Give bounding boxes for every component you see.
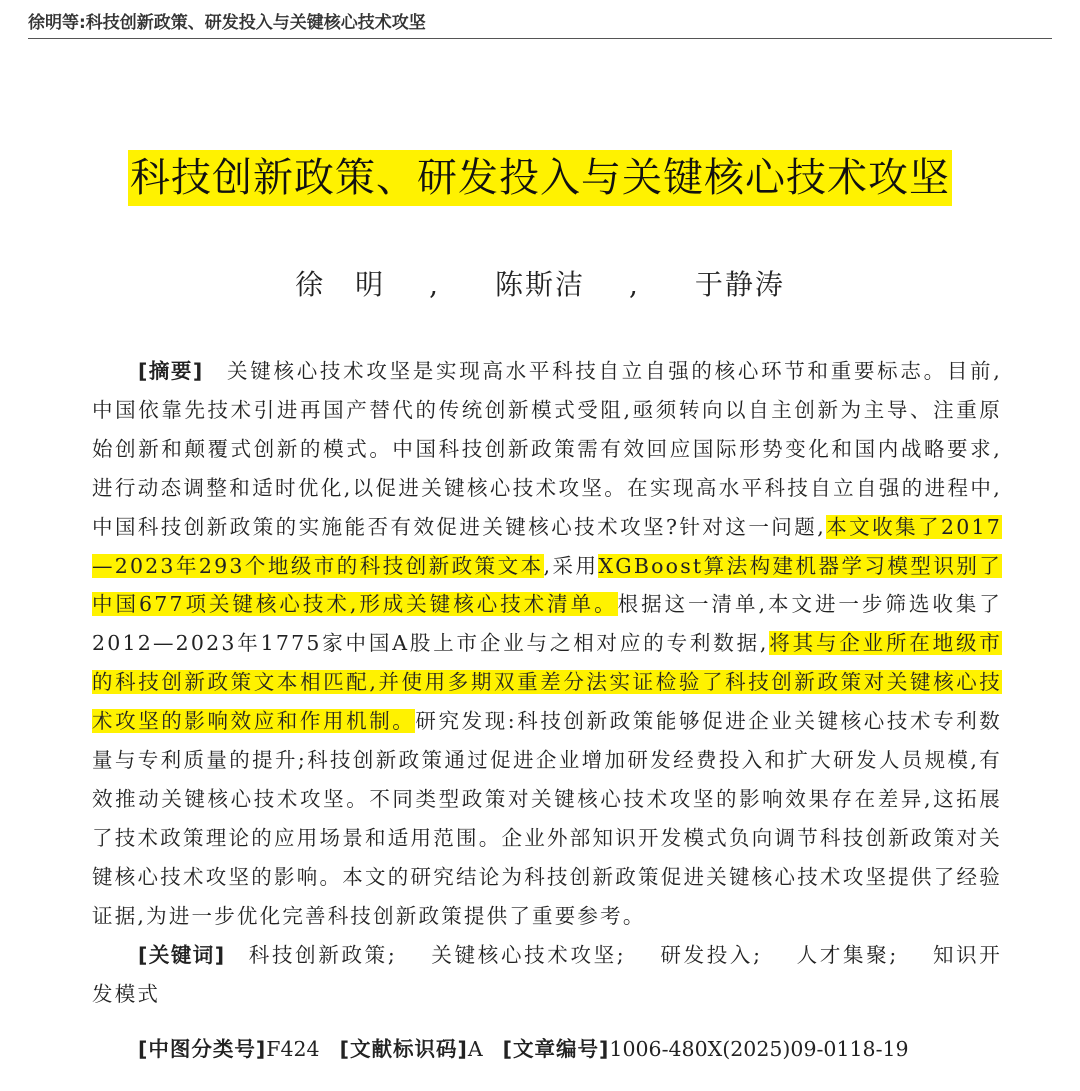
- author-list: [0, 262, 1080, 308]
- abstract-section: [92, 352, 1002, 1013]
- author-2: 陈斯洁: [494, 268, 585, 301]
- clc-value: F424: [266, 1037, 320, 1061]
- keywords-paragraph: [92, 936, 1002, 1014]
- keyword-1: 科技创新政策;: [248, 942, 397, 967]
- abstract-highlight-2: XGBoost算法构建机器学习模型识别了中国677项关键核心技术,形成关键核心技术清单。: [92, 553, 1002, 617]
- abstract-text-part-2: ,采用: [543, 553, 599, 578]
- article-number-value: 1006-480X(2025)09-0118-19: [609, 1037, 909, 1061]
- abstract-text-part-3: 根据这一清单,本文进一步筛选收集了2012—2023年1775家中国A股上市企业与之相对应的专利数据,: [92, 592, 1002, 656]
- title-container: [0, 150, 1080, 206]
- abstract-text-part-1: 关键核心技术攻坚是实现高水平科技自立自强的核心环节和重要标志。目前,中国依靠先技术引进再国产替代的传统创新模式受阻,亟须转向以自主创新为主导、注重原始创新和颠覆式创新的模式。中国科技创新政策需有效回应国际形势变化和国内战略要求,进行动态调整和适时优化,以促进关键核心技术攻坚。在实现高水平科技自立自强的进程中,中国科技创新政策的实施能否有效促进关键核心技术攻坚?针对这一问题,: [92, 359, 1002, 539]
- article-meta: [138, 1030, 1038, 1068]
- author-separator: ,: [629, 268, 640, 301]
- clc-label: [中图分类号]: [138, 1037, 267, 1061]
- abstract-highlight-3: 将其与企业所在地级市的科技创新政策文本相匹配,并使用多期双重差分法实证检验了科技创新政策对关键核心技术攻坚的影响效应和作用机制。: [92, 631, 1003, 734]
- article-number-label: [文章编号]: [502, 1037, 610, 1061]
- abstract-paragraph: [92, 352, 1002, 936]
- keyword-2: 关键核心技术攻坚;: [430, 942, 626, 967]
- author-separator: ,: [429, 268, 441, 301]
- running-header: 徐明等:科技创新政策、研发投入与关键核心技术攻坚: [28, 10, 1052, 39]
- doc-code-value: A: [467, 1037, 483, 1061]
- abstract-text-part-4: 研究发现:科技创新政策能够促进企业关键核心技术专利数量与专利质量的提升;科技创新政策通过促进企业增加研发经费投入和扩大研发人员规模,有效推动关键核心技术攻坚。不同类型政策对关键核心技术攻坚的影响效果存在差异,这拓展了技术政策理论的应用场景和适用范围。企业外部知识开发模式负向调节科技创新政策对关键核心技术攻坚的影响。本文的研究结论为科技创新政策促进关键核心技术攻坚提供了经验证据,为进一步优化完善科技创新政策提供了重要参考。: [92, 709, 1002, 928]
- abstract-highlight-1: 本文收集了2017—2023年293个地级市的科技创新政策文本: [92, 514, 1002, 578]
- keyword-4: 人才集聚;: [796, 942, 899, 967]
- paper-title: 科技创新政策、研发投入与关键核心技术攻坚: [128, 150, 952, 206]
- doc-code-label: [文献标识码]: [339, 1037, 468, 1061]
- author-1: 徐 明: [295, 268, 386, 301]
- keyword-5: 知识开发模式: [92, 942, 1003, 1006]
- keywords-label: [关键词]: [138, 942, 226, 967]
- abstract-label: [摘要]: [138, 359, 204, 383]
- author-3: 于静涛: [694, 268, 785, 301]
- keyword-3: 研发投入;: [659, 942, 763, 967]
